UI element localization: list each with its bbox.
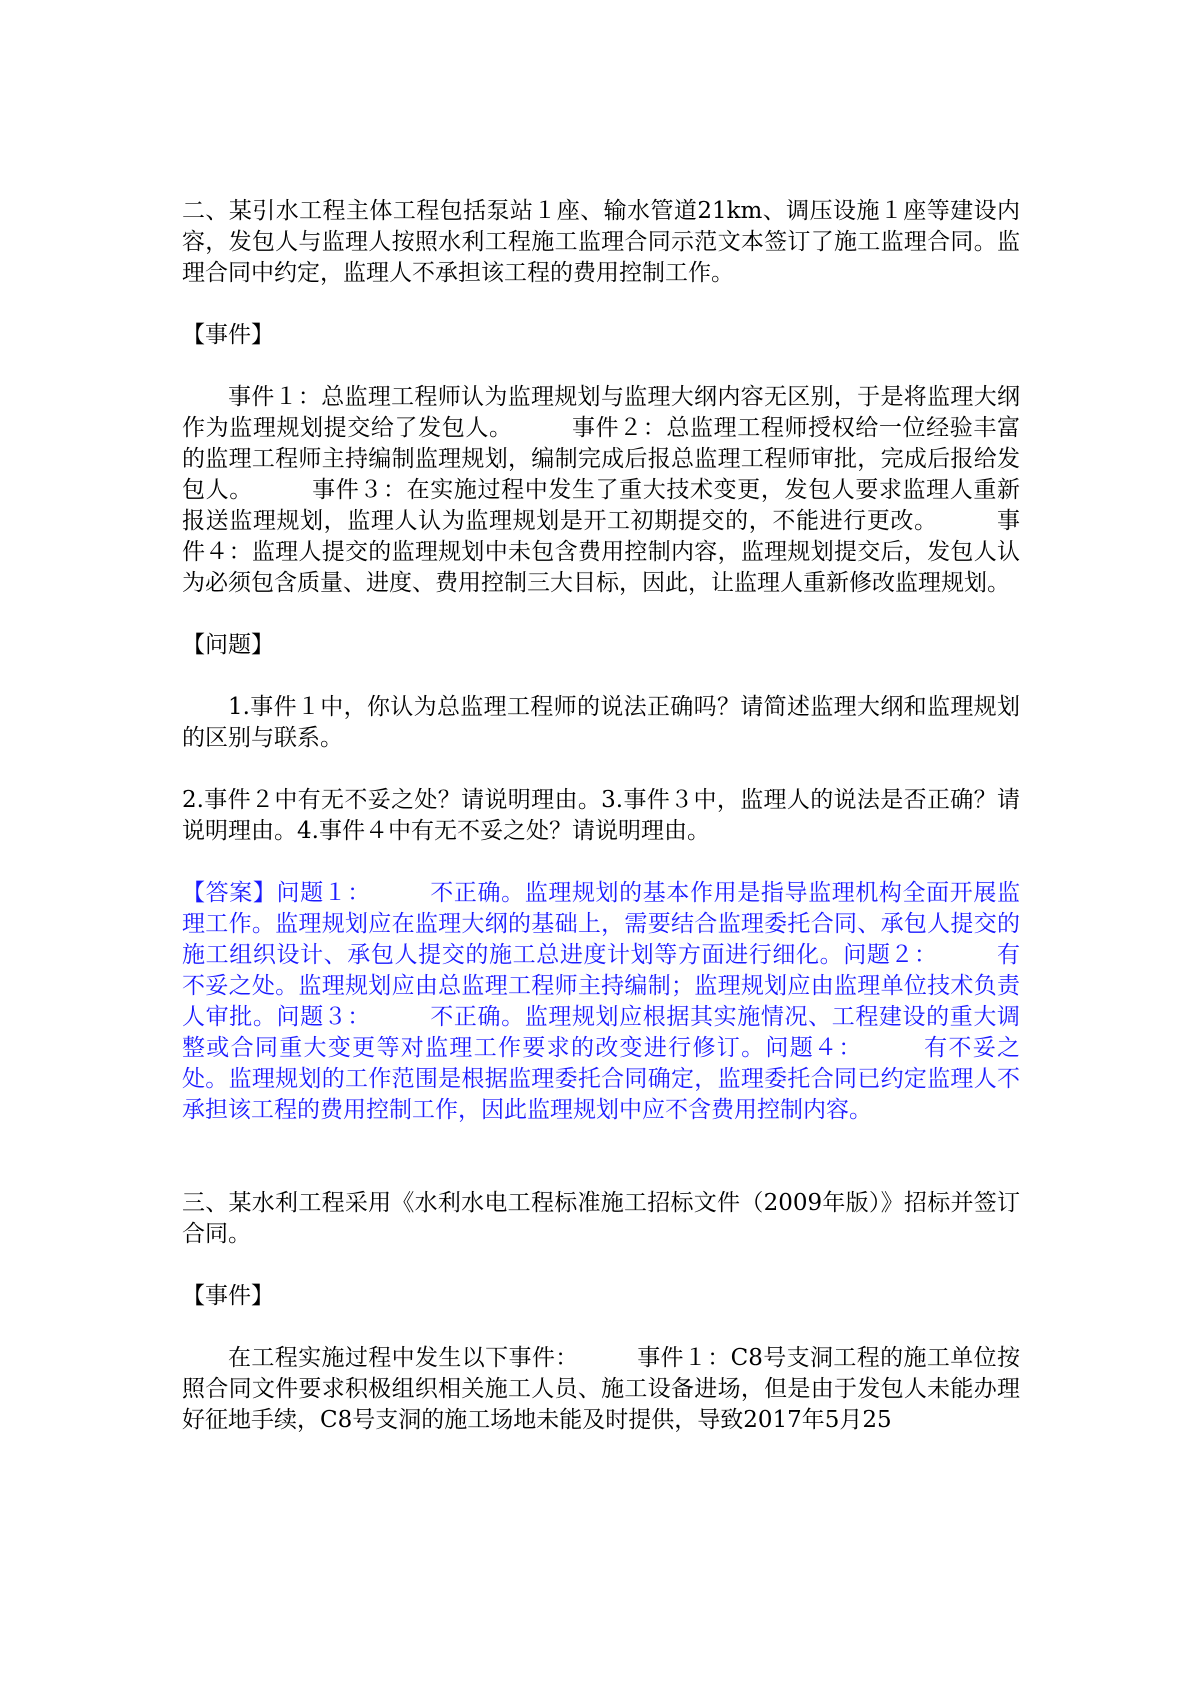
q3-intro: 三、某水利工程采用《水利水电工程标准施工招标文件（2009年版）》招标并签订合同。 [182,1190,1020,1247]
q3-events-heading: 【事件】 [182,1283,274,1309]
section-spacer [182,1126,1020,1188]
q2-answer: 【答案】问题１： 不正确。监理规划的基本作用是指导监理机构全面开展监理工作。监理规划应在监理大纲的基础上，需要结合监理委托合同、承包人提交的施工组织设计、承包人提交的施工总进度计划等方面进行细化。问题２： 有不妥之处。监理规划应由总监理工程师主持编制；监理规划应由监理单位技术负责人审批。问题３： 不正确。监理规划应根据其实施情况、工程建设的重大调整或合同重大变更等对监理工作要求的改变进行修订。问题４： 有不妥之处。监理规划的工作范围是根据监理委托合同确定，监理委托合同已约定监理人不承担该工程的费用控制工作，因此监理规划中应不含费用控制内容。 [182,880,1020,1123]
q2-events-text: 事件１：总监理工程师认为监理规划与监理大纲内容无区别，于是将监理大纲作为监理规划提交给了发包人。 事件２：总监理工程师授权给一位经验丰富的监理工程师主持编制监理规划，编制完成后报总监理工程师审批，完成后报给发包人。 事件３：在实施过程中发生了重大技术变更，发包人要求监理人重新报送监理规划，监理人认为监理规划是开工初期提交的，不能进行更改。 事件４：监理人提交的监理规划中未包含费用控制内容，监理规划提交后，发包人认为必须包含质量、进度、费用控制三大目标，因此，让监理人重新修改监理规划。 [182,384,1020,596]
q3-events-text: 在工程实施过程中发生以下事件： 事件１：C8号支洞工程的施工单位按照合同文件要求积极组织相关施工人员、施工设备进场，但是由于发包人未能办理好征地手续，C8号支洞的施工场地未能及时提供，导致2017年5月25 [182,1345,1020,1433]
q2-questions-heading: 【问题】 [182,632,274,658]
q2-events-heading: 【事件】 [182,322,274,348]
q2-intro: 二、某引水工程主体工程包括泵站１座、输水管道21km、调压设施１座等建设内容，发包人与监理人按照水利工程施工监理合同示范文本签订了施工监理合同。监理合同中约定，监理人不承担该工程的费用控制工作。 [182,198,1020,286]
q2-question-1: 1.事件１中，你认为总监理工程师的说法正确吗？请简述监理大纲和监理规划的区别与联系。 [182,694,1020,751]
document-page [182,196,1020,1436]
q2-question-2-4: 2.事件２中有无不妥之处？请说明理由。3.事件３中，监理人的说法是否正确？请说明理由。4.事件４中有无不妥之处？请说明理由。 [182,787,1020,844]
